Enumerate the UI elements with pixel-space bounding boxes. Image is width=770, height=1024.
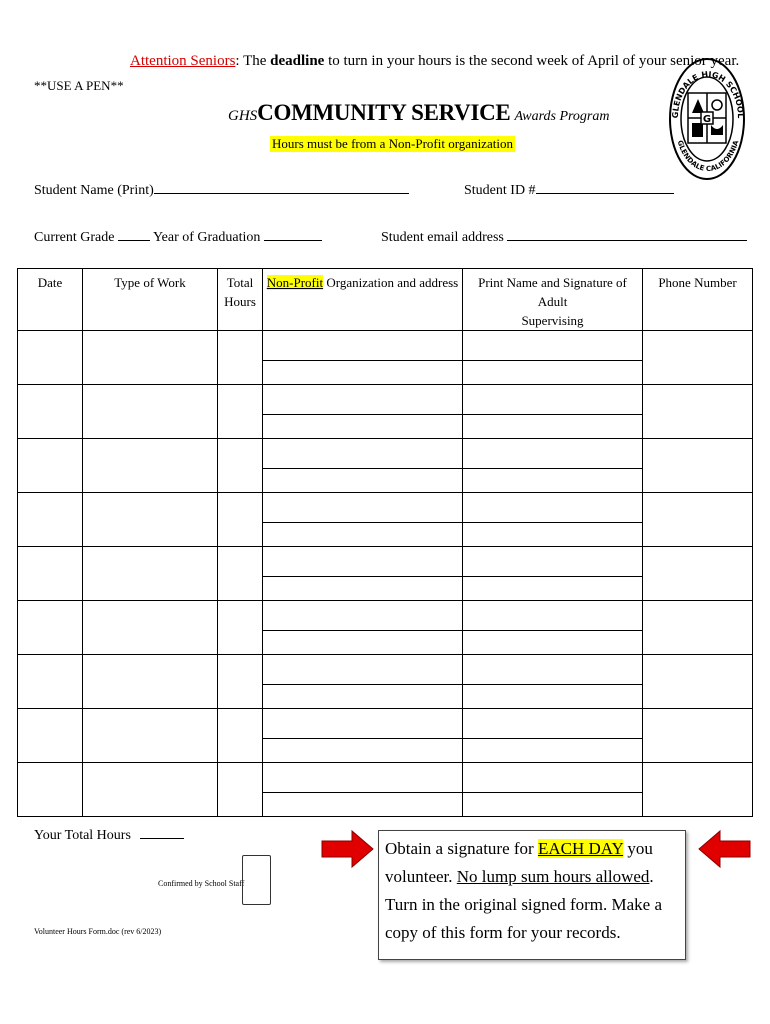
entry-divider <box>463 763 642 793</box>
entry-divider <box>263 763 462 793</box>
graduation-year-label: Year of Graduation <box>152 230 261 245</box>
phone-cell[interactable] <box>643 385 753 439</box>
school-seal-icon <box>668 47 746 189</box>
signature-cell[interactable] <box>463 547 643 601</box>
seal-top-text: GLENDALE HIGH SCHOOL <box>670 69 746 119</box>
current-grade-label: Current Grade <box>34 230 115 245</box>
student-name-field[interactable] <box>34 181 409 199</box>
student-id-field[interactable] <box>464 181 674 199</box>
right-arrow-icon <box>320 829 375 869</box>
signature-cell[interactable] <box>463 385 643 439</box>
total-hours-cell[interactable] <box>218 385 263 439</box>
community-service-title: COMMUNITY SERVICE <box>257 100 511 125</box>
total-hours-cell[interactable] <box>218 439 263 493</box>
type-of-work-cell[interactable] <box>83 493 218 547</box>
total-hours-cell[interactable] <box>218 655 263 709</box>
phone-cell[interactable] <box>643 709 753 763</box>
your-total-hours-blank[interactable] <box>140 826 184 839</box>
phone-cell[interactable] <box>643 439 753 493</box>
organization-cell[interactable] <box>263 331 463 385</box>
signature-cell[interactable] <box>463 763 643 817</box>
each-day-highlight: EACH DAY <box>537 839 624 858</box>
use-pen-note: **USE A PEN** <box>34 78 124 93</box>
date-cell[interactable] <box>18 763 83 817</box>
date-cell[interactable] <box>18 385 83 439</box>
attention-deadline: deadline <box>270 53 325 69</box>
organization-cell[interactable] <box>263 655 463 709</box>
entry-divider <box>463 331 642 361</box>
log-row <box>18 655 753 709</box>
type-of-work-cell[interactable] <box>83 547 218 601</box>
total-hours-cell[interactable] <box>218 763 263 817</box>
signature-cell[interactable] <box>463 493 643 547</box>
program-title <box>228 100 610 126</box>
entry-divider <box>263 331 462 361</box>
hours-log-table <box>17 268 753 817</box>
type-of-work-cell[interactable] <box>83 709 218 763</box>
phone-cell[interactable] <box>643 547 753 601</box>
attention-notice <box>130 53 739 70</box>
date-cell[interactable] <box>18 655 83 709</box>
attention-the: The <box>243 53 267 69</box>
date-cell[interactable] <box>18 331 83 385</box>
date-cell[interactable] <box>18 709 83 763</box>
signature-cell[interactable] <box>463 439 643 493</box>
log-row <box>18 385 753 439</box>
log-row <box>18 331 753 385</box>
entry-divider <box>463 709 642 739</box>
student-email-field[interactable] <box>381 228 747 246</box>
type-of-work-header: Type of Work <box>83 269 218 331</box>
phone-cell[interactable] <box>643 493 753 547</box>
type-of-work-cell[interactable] <box>83 601 218 655</box>
ghs-label: GHS <box>228 108 258 124</box>
total-hours-cell[interactable] <box>218 709 263 763</box>
type-of-work-cell[interactable] <box>83 439 218 493</box>
signature-cell[interactable] <box>463 601 643 655</box>
signature-cell[interactable] <box>463 655 643 709</box>
signature-cell[interactable] <box>463 331 643 385</box>
organization-cell[interactable] <box>263 385 463 439</box>
student-email-blank[interactable] <box>507 228 747 241</box>
your-total-hours-label: Your Total Hours <box>34 828 131 843</box>
organization-cell[interactable] <box>263 763 463 817</box>
total-hours-cell[interactable] <box>218 331 263 385</box>
attention-label: Attention Seniors <box>130 53 236 69</box>
entry-divider <box>263 709 462 739</box>
log-row <box>18 709 753 763</box>
attention-colon: : <box>235 53 240 69</box>
confirmed-by-staff-label: Confirmed by School Staff <box>158 879 245 888</box>
signature-cell[interactable] <box>463 709 643 763</box>
entry-divider <box>263 547 462 577</box>
phone-cell[interactable] <box>643 655 753 709</box>
left-arrow-icon <box>697 829 752 869</box>
total-hours-header: Total Hours <box>218 269 263 331</box>
organization-cell[interactable] <box>263 601 463 655</box>
table-header-row <box>18 269 753 331</box>
entry-divider <box>463 385 642 415</box>
entry-divider <box>263 655 462 685</box>
date-header: Date <box>18 269 83 331</box>
organization-cell[interactable] <box>263 547 463 601</box>
student-name-label: Student Name (Print) <box>34 183 154 198</box>
nonprofit-header: Non-Profit Organization and address <box>263 269 463 331</box>
log-row <box>18 547 753 601</box>
phone-number-header: Phone Number <box>643 269 753 331</box>
entry-divider <box>263 601 462 631</box>
entry-divider <box>463 655 642 685</box>
entry-divider <box>263 493 462 523</box>
notice-text-3: . Turn in the original signed form. Make a copy of this form for your records. <box>385 867 662 942</box>
form-revision-footer: Volunteer Hours Form.doc (rev 6/2023) <box>34 927 162 936</box>
student-id-blank[interactable] <box>536 181 674 194</box>
log-row <box>18 439 753 493</box>
phone-cell[interactable] <box>643 331 753 385</box>
entry-divider <box>463 439 642 469</box>
log-row <box>18 763 753 817</box>
phone-cell[interactable] <box>643 601 753 655</box>
log-row <box>18 493 753 547</box>
entry-divider <box>463 493 642 523</box>
phone-cell[interactable] <box>643 763 753 817</box>
organization-cell[interactable] <box>263 493 463 547</box>
supervisor-signature-header: Print Name and Signature of Adult Supervising <box>463 269 643 331</box>
awards-program-label: Awards Program <box>514 109 610 124</box>
entry-divider <box>463 547 642 577</box>
date-cell[interactable] <box>18 547 83 601</box>
total-hours-cell[interactable] <box>218 601 263 655</box>
staff-confirmation-box[interactable] <box>242 855 271 905</box>
no-lump-sum-text: No lump sum hours allowed <box>456 867 650 886</box>
current-grade-blank[interactable] <box>118 228 150 241</box>
entry-divider <box>463 601 642 631</box>
organization-cell[interactable] <box>263 439 463 493</box>
organization-cell[interactable] <box>263 709 463 763</box>
type-of-work-cell[interactable] <box>83 655 218 709</box>
attention-rest: to turn in your hours is the second week of April of your senior year. <box>328 53 740 69</box>
date-cell[interactable] <box>18 601 83 655</box>
entry-divider <box>263 385 462 415</box>
signature-instructions-box <box>378 830 686 960</box>
student-name-blank[interactable] <box>154 181 409 194</box>
seal-bottom-text: GLENDALE CALIFORNIA <box>675 139 741 174</box>
type-of-work-cell[interactable] <box>83 331 218 385</box>
student-email-label: Student email address <box>381 230 504 245</box>
date-cell[interactable] <box>18 439 83 493</box>
notice-text-1: Obtain a signature for <box>385 839 534 858</box>
svg-text:G: G <box>702 114 712 125</box>
entry-divider <box>263 439 462 469</box>
notice-text-2: you volunteer. <box>385 839 653 886</box>
current-grade-field[interactable] <box>34 228 322 246</box>
graduation-year-blank[interactable] <box>264 228 322 241</box>
total-hours-cell[interactable] <box>218 493 263 547</box>
log-row <box>18 601 753 655</box>
hours-requirement-note: Hours must be from a Non-Profit organization <box>272 136 513 151</box>
student-id-label: Student ID # <box>464 183 536 198</box>
type-of-work-cell[interactable] <box>83 385 218 439</box>
your-total-hours-field[interactable] <box>34 826 184 844</box>
date-cell[interactable] <box>18 493 83 547</box>
total-hours-cell[interactable] <box>218 547 263 601</box>
type-of-work-cell[interactable] <box>83 763 218 817</box>
